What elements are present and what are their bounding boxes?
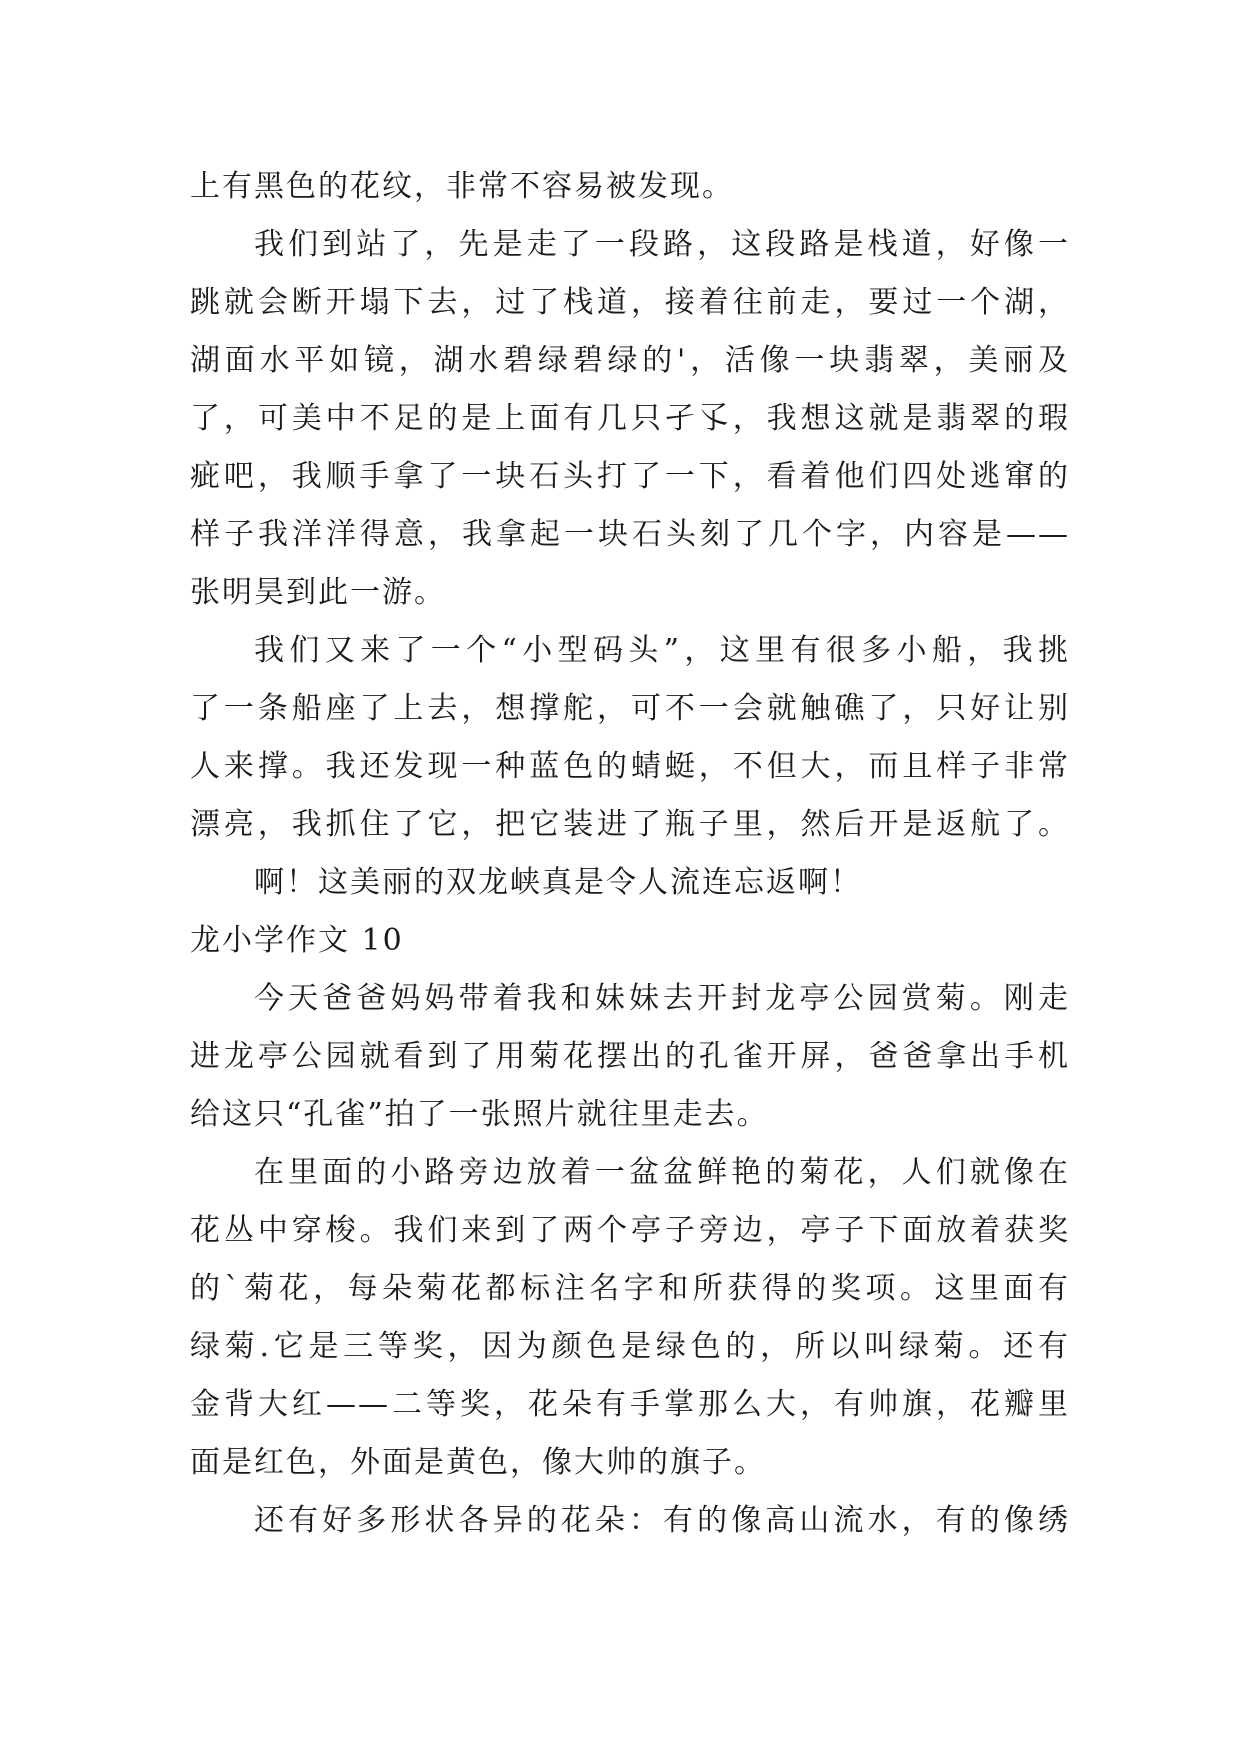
text-line: 给这只“孔雀”拍了一张照片就往里走去。 <box>190 1097 769 1132</box>
text-line: 的`菊花，每朵菊花都标注名字和所获得的奖项。这里面有 <box>190 1271 1070 1306</box>
text-line: 漂亮，我抓住了它，把它装进了瓶子里，然后开是返航了。 <box>190 807 1070 842</box>
text-line: 张明昊到此一游。 <box>190 575 446 610</box>
text-line: 面是红色，外面是黄色，像大帅的旗子。 <box>190 1445 766 1480</box>
text-line: 啊！这美丽的双龙峡真是令人流连忘返啊！ <box>254 865 862 900</box>
text-line: 跳就会断开塌下去，过了栈道，接着往前走，要过一个湖， <box>190 285 1070 320</box>
text-line: 了，可美中不足的是上面有几只孑孓，我想这就是翡翠的瑕 <box>190 401 1070 436</box>
section-title: 龙小学作文 10 <box>190 923 404 958</box>
text-line: 我们又来了一个“小型码头”，这里有很多小船，我挑 <box>254 633 1070 668</box>
text-line: 疵吧，我顺手拿了一块石头打了一下，看着他们四处逃窜的 <box>190 459 1070 494</box>
text-line: 上有黑色的花纹，非常不容易被发现。 <box>190 169 734 204</box>
text-line: 金背大红——二等奖，花朵有手掌那么大，有帅旗，花瓣里 <box>190 1387 1070 1422</box>
text-line: 进龙亭公园就看到了用菊花摆出的孔雀开屏，爸爸拿出手机 <box>190 1039 1070 1074</box>
text-line: 样子我洋洋得意，我拿起一块石头刻了几个字，内容是—— <box>190 517 1070 552</box>
text-line: 还有好多形状各异的花朵：有的像高山流水，有的像绣 <box>254 1503 1070 1538</box>
text-line: 今天爸爸妈妈带着我和妹妹去开封龙亭公园赏菊。刚走 <box>254 981 1070 1016</box>
text-line: 了一条船座了上去，想撑舵，可不一会就触礁了，只好让别 <box>190 691 1070 726</box>
text-line: 湖面水平如镜，湖水碧绿碧绿的'，活像一块翡翠，美丽及 <box>190 343 1070 378</box>
text-line: 我们到站了，先是走了一段路，这段路是栈道，好像一 <box>254 227 1070 262</box>
text-line: 在里面的小路旁边放着一盆盆鲜艳的菊花，人们就像在 <box>254 1155 1070 1190</box>
text-line: 花丛中穿梭。我们来到了两个亭子旁边，亭子下面放着获奖 <box>190 1213 1070 1248</box>
text-line: 人来撑。我还发现一种蓝色的蜻蜓，不但大，而且样子非常 <box>190 749 1070 784</box>
document-body <box>190 158 1070 1550</box>
text-line: 绿菊.它是三等奖，因为颜色是绿色的，所以叫绿菊。还有 <box>190 1329 1070 1364</box>
